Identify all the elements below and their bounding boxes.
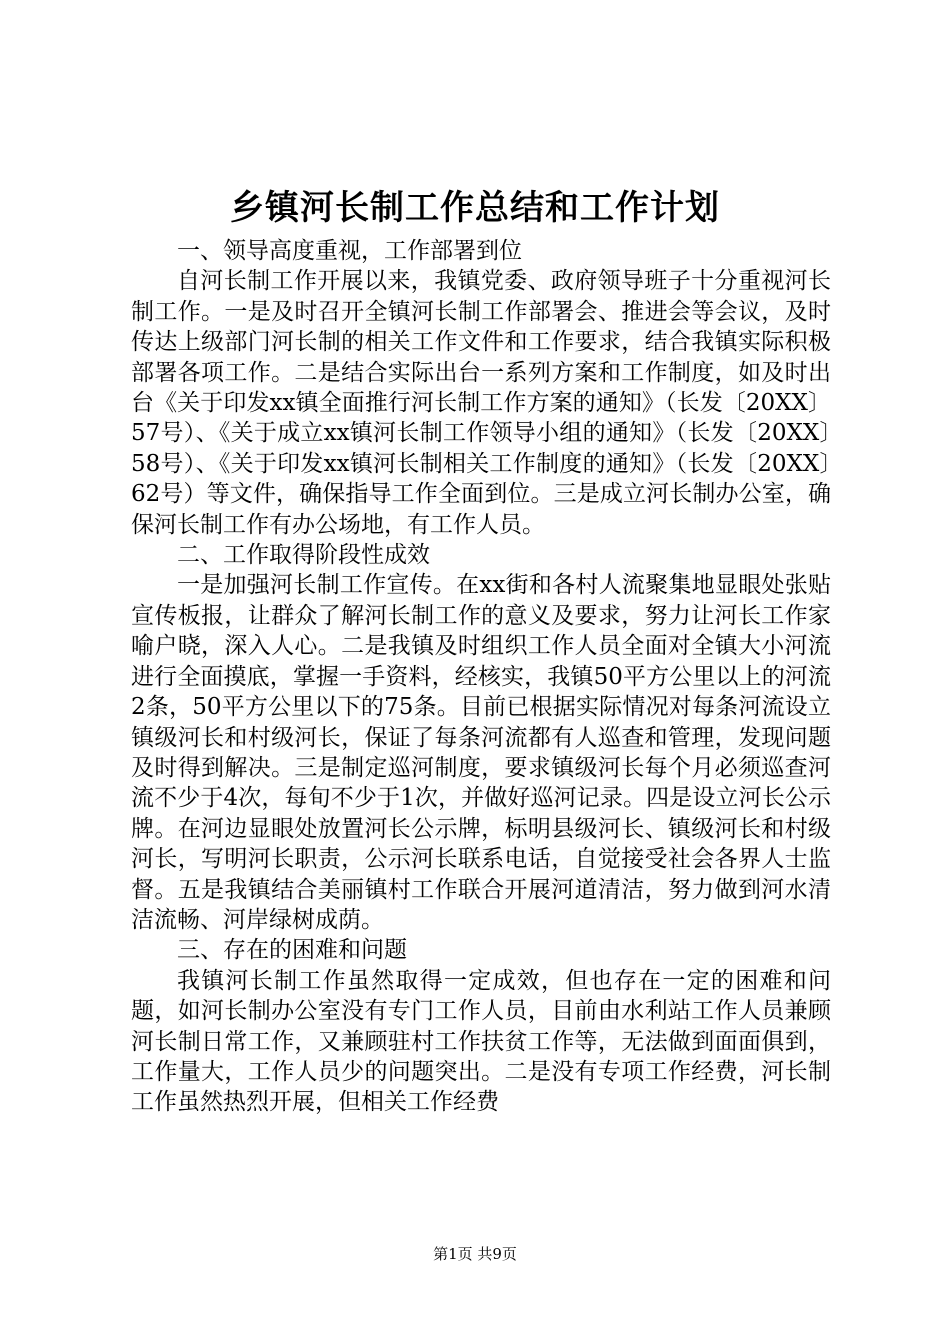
document-body: [131, 236, 831, 1118]
page-footer: 第1页 共9页: [433, 1245, 517, 1263]
document-title: 乡镇河长制工作总结和工作计划: [230, 188, 720, 228]
section-paragraph-2: 一是加强河长制工作宣传。在xx街和各村人流聚集地显眼处张贴宣传板报，让群众了解河长制工作的意义及要求，努力让河长工作家喻户晓，深入人心。二是我镇及时组织工作人员全面对全镇大小河流进行全面摸底，掌握一手资料，经核实，我镇50平方公里以上的河流2条，50平方公里以下的75条。目前已根据实际情况对每条河流设立镇级河长和村级河长，保证了每条河流都有人巡查和管理，发现问题及时得到解决。三是制定巡河制度，要求镇级河长每个月必须巡查河流不少于4次，每旬不少于1次，并做好巡河记录。四是设立河长公示牌。在河边显眼处放置河长公示牌，标明县级河长、镇级河长和村级河长，写明河长职责，公示河长联系电话，自觉接受社会各界人士监督。五是我镇结合美丽镇村工作联合开展河道清洁，努力做到河水清洁流畅、河岸绿树成荫。: [131, 572, 831, 933]
section-heading-1: 一、领导高度重视，工作部署到位: [177, 238, 522, 264]
section-paragraph-1: 自河长制工作开展以来，我镇党委、政府领导班子十分重视河长制工作。一是及时召开全镇河长制工作部署会、推进会等会议，及时传达上级部门河长制的相关工作文件和工作要求，结合我镇实际积极部署各项工作。二是结合实际出台一系列方案和工作制度，如及时出台《关于印发xx镇全面推行河长制工作方案的通知》（长发〔20XX〕57号）、《关于成立xx镇河长制工作领导小组的通知》（长发〔20XX〕58号）、《关于印发xx镇河长制相关工作制度的通知》（长发〔20XX〕62号）等文件，确保指导工作全面到位。三是成立河长制办公室，确保河长制工作有办公场地，有工作人员。: [131, 268, 831, 538]
section-paragraph-3: 我镇河长制工作虽然取得一定成效，但也存在一定的困难和问题，如河长制办公室没有专门工作人员，目前由水利站工作人员兼顾河长制日常工作，又兼顾驻村工作扶贫工作等，无法做到面面俱到，工作量大，工作人员少的问题突出。二是没有专项工作经费，河长制工作虽然热烈开展，但相关工作经费: [131, 967, 831, 1116]
section-heading-2: 二、工作取得阶段性成效: [177, 542, 430, 569]
section-heading-3: 三、存在的困难和问题: [177, 937, 407, 964]
